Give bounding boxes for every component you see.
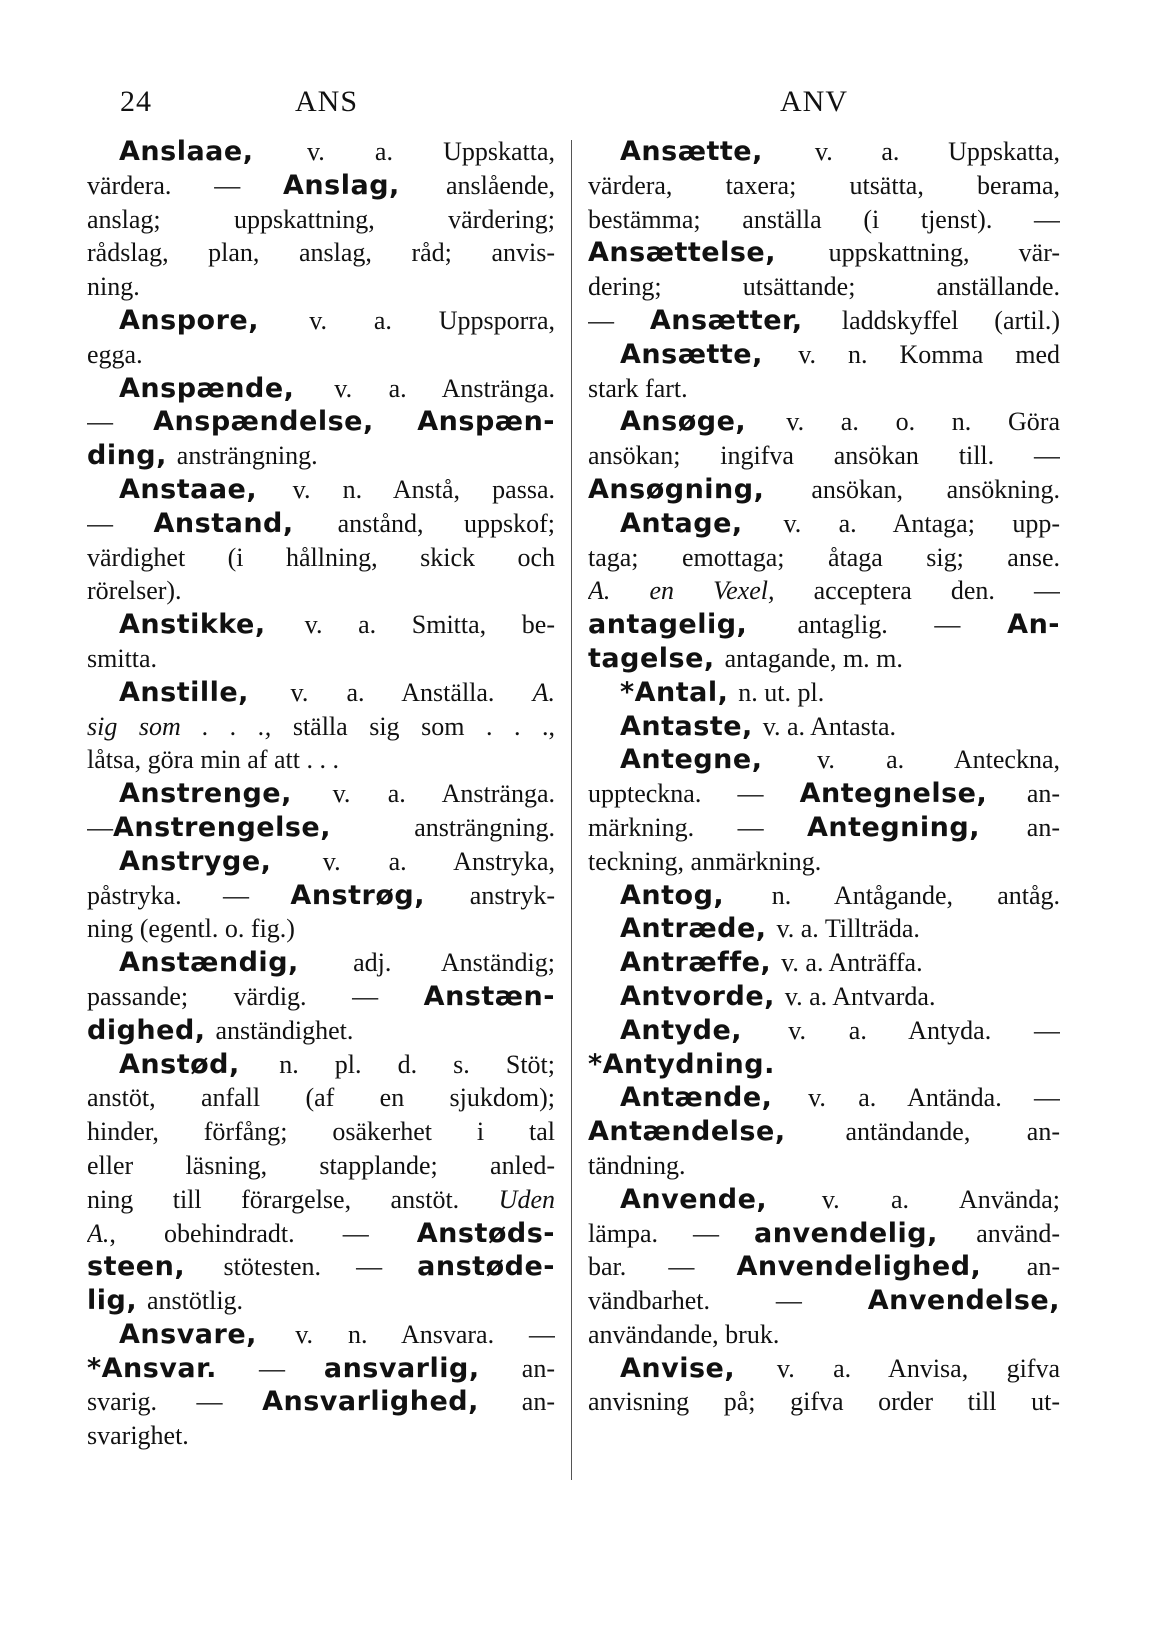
definition-text: n. Antågande, antåg. — [771, 880, 1060, 910]
entry-line — [588, 676, 1060, 710]
entry-line — [588, 473, 1060, 507]
definition-text: v. n. Komma med — [798, 339, 1060, 369]
definition-text: v. a. Anvisa, gifva — [776, 1353, 1060, 1383]
entry-line — [588, 338, 1060, 372]
headword: Antræde, — [620, 913, 777, 945]
definition-text: stark fart. — [588, 373, 688, 403]
entry-line — [87, 439, 555, 473]
definition-text: an- — [1026, 812, 1060, 842]
definition-text: bestämma; anställa (i tjenst). — — [588, 204, 1060, 234]
headword: dighed, — [87, 1014, 216, 1046]
page-number: 24 — [120, 85, 152, 118]
entry-line — [588, 203, 1060, 237]
headword: Anstaae, — [119, 473, 293, 505]
definition-text: anstånd, uppskof; — [337, 508, 555, 538]
entry-line — [588, 1217, 1060, 1251]
headword: Anspænde, — [119, 372, 335, 404]
entry-line — [87, 1419, 555, 1453]
running-header — [120, 85, 1060, 125]
entry-line — [588, 236, 1060, 270]
entry-line — [87, 1149, 555, 1183]
entry-line — [87, 169, 555, 203]
definition-text: anständighet. — [215, 1015, 354, 1045]
definition-text: , obehindradt. — — [109, 1218, 417, 1248]
definition-text: märkning. — — [588, 812, 807, 842]
entry-line — [87, 1284, 555, 1318]
definition-text: använd- — [976, 1218, 1060, 1248]
definition-text: teckning, anmärkning. — [588, 846, 822, 876]
entry-line — [87, 1217, 555, 1251]
definition-text: värdera, taxera; utsätta, berama, — [588, 170, 1060, 200]
headword: antagelig, — [588, 609, 798, 641]
definition-text: an- — [1026, 1252, 1060, 1282]
definition-text: v. a. Anstränga. — [332, 779, 555, 809]
headword: Anspændelse, Anspæn- — [153, 406, 555, 438]
entry-line — [87, 1183, 555, 1217]
definition-text: bar. — — [588, 1252, 737, 1282]
entry-line — [588, 912, 1060, 946]
headword: Antyde, — [620, 1014, 789, 1046]
entry-line — [87, 270, 555, 304]
entry-line — [87, 1115, 555, 1149]
entry-line — [588, 1183, 1060, 1217]
definition-text: värdighet (i hållning, skick och — [87, 542, 555, 572]
entry-line — [87, 1385, 555, 1419]
entry-line — [588, 541, 1060, 575]
headword: Antegning, — [807, 811, 1027, 843]
definition-text: v. a. Antaga; upp- — [783, 508, 1060, 538]
headword: Anstøds- — [416, 1217, 555, 1249]
entry-line — [87, 608, 555, 642]
entry-line — [87, 642, 555, 676]
definition-text: passande; värdig. — — [87, 981, 424, 1011]
headword: steen, — [87, 1251, 224, 1283]
definition-text: v. a. Uppsporra, — [309, 305, 555, 335]
definition-text: v. a. Använda; — [821, 1184, 1060, 1214]
left-column — [87, 135, 555, 1453]
entry-line — [87, 777, 555, 811]
headword: Anstrenge, — [119, 778, 333, 810]
definition-text: an- — [521, 1387, 555, 1417]
definition-text: antagande, m. m. — [724, 643, 903, 673]
entry-line — [87, 338, 555, 372]
right-column — [588, 135, 1060, 1419]
entry-line — [87, 980, 555, 1014]
definition-text: an- — [1026, 779, 1060, 809]
entry-line — [588, 1014, 1060, 1048]
headword: Anvise, — [620, 1352, 777, 1384]
entry-line — [588, 1385, 1060, 1419]
headword: tagelse, — [588, 642, 725, 674]
entry-line — [588, 1115, 1060, 1149]
entry-line — [87, 135, 555, 169]
headword: Antvorde, — [620, 980, 785, 1012]
definition-text: rörelser). — [87, 576, 182, 606]
entry-line — [588, 1250, 1060, 1284]
headword: Ansøgning, — [588, 473, 812, 505]
italic-text: Uden — [498, 1184, 555, 1214]
definition-text: anslående, — [445, 170, 555, 200]
column-divider — [571, 140, 572, 1480]
headword: Anstrengelse, — [113, 811, 415, 843]
definition-text: ning till förargelse, anstöt. — [87, 1184, 499, 1214]
entry-line — [87, 507, 555, 541]
definition-text: — — [588, 305, 650, 335]
definition-text: låtsa, göra min af att . . . — [87, 745, 339, 775]
definition-text: ställa sig som . . ., — [271, 711, 555, 741]
definition-text: n. pl. d. s. Stöt; — [279, 1049, 555, 1079]
entry-line — [87, 236, 555, 270]
definition-text: uppteckna. — — [588, 779, 800, 809]
definition-text: v. a. Antända. — — [808, 1083, 1060, 1113]
definition-text: v. a. Anställa. — [290, 677, 533, 707]
entry-line — [87, 405, 555, 439]
headword: Ansvare, — [119, 1318, 296, 1350]
definition-text: ansträngning. — [414, 812, 555, 842]
definition-text: an- — [521, 1353, 555, 1383]
italic-text: A. en Vexel, — [588, 576, 775, 606]
definition-text: v. a. o. n. Göra — [786, 407, 1060, 437]
entry-line — [87, 1318, 555, 1352]
definition-text: egga. — [87, 339, 143, 369]
definition-text: v. a. Anstränga. — [334, 373, 555, 403]
entry-line — [588, 574, 1060, 608]
headword: *Antal, — [620, 676, 739, 708]
headword: Anstand, — [153, 507, 338, 539]
entry-line — [588, 405, 1060, 439]
headword: Antegnelse, — [799, 778, 1027, 810]
definition-text: anslag; uppskattning, värdering; — [87, 204, 555, 234]
italic-text: A. — [532, 677, 555, 707]
headword: Anslag, — [283, 169, 446, 201]
definition-text: hinder, förfång; osäkerhet i tal — [87, 1117, 555, 1147]
headword: Anstille, — [119, 676, 291, 708]
entry-line — [87, 372, 555, 406]
right-guide-word: ANV — [780, 85, 848, 118]
entry-line — [588, 811, 1060, 845]
entry-line — [588, 608, 1060, 642]
entry-line — [87, 811, 555, 845]
entry-line — [87, 1048, 555, 1082]
definition-text: dering; utsättande; anställande. — [588, 272, 1060, 302]
headword: Anspore, — [119, 304, 310, 336]
entry-line — [588, 879, 1060, 913]
definition-text: anstryk- — [469, 880, 555, 910]
definition-text: v. n. Anstå, passa. — [292, 474, 555, 504]
definition-text: — — [87, 508, 154, 538]
entry-line — [87, 203, 555, 237]
entry-line — [588, 1081, 1060, 1115]
definition-text: värdera. — — [87, 170, 284, 200]
headword: Antænde, — [620, 1082, 809, 1114]
definition-text: — — [87, 812, 113, 842]
definition-text: laddskyffel (artil.) — [841, 305, 1060, 335]
headword: Ansætte, — [620, 338, 799, 370]
definition-text: smitta. — [87, 643, 158, 673]
entry-line — [588, 743, 1060, 777]
definition-text: acceptera den. — — [774, 576, 1060, 606]
headword: Anslaae, — [119, 136, 307, 167]
entry-line — [87, 473, 555, 507]
headword: *Antydning. — [588, 1048, 775, 1080]
entry-line — [87, 1250, 555, 1284]
headword: Ansættelse, — [588, 237, 829, 269]
left-guide-word: ANS — [295, 85, 359, 118]
headword: Anstød, — [119, 1048, 280, 1080]
definition-text: v. a. Uppskatta, — [814, 137, 1060, 166]
definition-text: n. ut. pl. — [738, 677, 825, 707]
definition-text: ning (egentl. o. fig.) — [87, 914, 295, 944]
entry-line — [87, 845, 555, 879]
headword: An- — [1007, 609, 1060, 641]
entry-line — [87, 743, 555, 777]
definition-text: svarig. — — [87, 1387, 263, 1417]
definition-text: lämpa. — — [588, 1218, 755, 1248]
entry-line — [87, 946, 555, 980]
entry-line — [87, 710, 555, 744]
headword: Antog, — [620, 879, 772, 911]
headword: Anvendelighed, — [736, 1251, 1027, 1283]
headword: Ansætte, — [620, 136, 815, 167]
headword: Antræffe, — [620, 947, 782, 979]
headword: Anstæn- — [423, 980, 555, 1012]
entry-line — [588, 1048, 1060, 1082]
definition-text: rådslag, plan, anslag, råd; anvis- — [87, 238, 555, 268]
entry-line — [87, 304, 555, 338]
entry-line — [588, 372, 1060, 406]
definition-text: anstöt, anfall (af en sjukdom); — [87, 1083, 555, 1113]
definition-text: v. a. Anteckna, — [817, 745, 1060, 775]
entry-line — [588, 1318, 1060, 1352]
definition-text: v. a. Antyda. — — [788, 1015, 1060, 1045]
headword: ansvarlig, — [323, 1352, 522, 1384]
entry-line — [588, 946, 1060, 980]
entry-line — [588, 1284, 1060, 1318]
headword: *Ansvar. — [87, 1352, 260, 1384]
definition-text: — — [259, 1353, 324, 1383]
italic-text: A. — [87, 1218, 110, 1248]
headword: Anvende, — [620, 1183, 822, 1215]
entry-line — [87, 912, 555, 946]
headword: anstøde- — [417, 1251, 555, 1283]
definition-text: v. a. Tillträda. — [776, 914, 920, 944]
definition-text: v. a. Uppskatta, — [306, 137, 555, 166]
entry-line — [588, 270, 1060, 304]
entry-line — [588, 1149, 1060, 1183]
definition-text: antaglig. — — [797, 610, 1008, 640]
entry-line — [588, 777, 1060, 811]
entry-line — [588, 439, 1060, 473]
definition-text: antändande, an- — [845, 1117, 1060, 1147]
headword: lig, — [87, 1285, 147, 1317]
definition-text: anvisning på; gifva order till ut- — [588, 1387, 1060, 1417]
definition-text: — — [87, 407, 154, 437]
definition-text: v. a. Antasta. — [762, 711, 897, 741]
entry-line — [588, 980, 1060, 1014]
headword: anvendelig, — [754, 1217, 977, 1249]
entry-line — [588, 1352, 1060, 1386]
definition-text: stötesten. — — [223, 1252, 418, 1282]
headword: Anstændig, — [119, 947, 354, 979]
definition-text: ansträngning. — [176, 441, 318, 471]
headword: Anvendelse, — [867, 1285, 1060, 1317]
headword: Antage, — [620, 507, 784, 539]
entry-line — [588, 169, 1060, 203]
definition-text: anstötlig. — [147, 1286, 244, 1316]
definition-text: ansökan, ansökning. — [811, 474, 1060, 504]
definition-text: uppskattning, vär- — [828, 238, 1060, 268]
headword: ding, — [87, 440, 177, 472]
definition-text: adj. Anständig; — [353, 948, 555, 978]
definition-text: v. a. Antvarda. — [784, 981, 936, 1011]
entry-line — [588, 507, 1060, 541]
italic-text: sig som . . ., — [87, 711, 272, 741]
entry-line — [87, 879, 555, 913]
headword: Anstikke, — [119, 609, 305, 641]
definition-text: v. a. Anträffa. — [781, 948, 923, 978]
definition-text: påstryka. — — [87, 880, 291, 910]
definition-text: vändbarhet. — — [588, 1286, 868, 1316]
entry-line — [87, 1081, 555, 1115]
definition-text: v. a. Anstryka, — [322, 846, 555, 876]
headword: Antaste, — [620, 710, 763, 742]
entry-line — [588, 845, 1060, 879]
definition-text: taga; emottaga; åtaga sig; anse. — [588, 542, 1060, 572]
definition-text: v. n. Ansvara. — — [295, 1319, 555, 1349]
entry-line — [87, 574, 555, 608]
headword: Anstryge, — [119, 845, 323, 877]
definition-text: tändning. — [588, 1150, 686, 1180]
definition-text: eller läsning, stapplande; anled- — [87, 1150, 555, 1180]
definition-text: v. a. Smitta, be- — [304, 610, 555, 640]
entry-line — [87, 1014, 555, 1048]
entry-line — [588, 710, 1060, 744]
definition-text: ning. — [87, 272, 140, 302]
definition-text: ansökan; ingifva ansökan till. — — [588, 441, 1060, 471]
entry-line — [87, 541, 555, 575]
definition-text: användande, bruk. — [588, 1319, 780, 1349]
entry-line — [588, 304, 1060, 338]
headword: Anstrøg, — [290, 879, 470, 911]
headword: Antegne, — [620, 744, 818, 776]
entry-line — [87, 676, 555, 710]
headword: Ansætter, — [649, 304, 842, 336]
definition-text: svarighet. — [87, 1421, 189, 1451]
headword: Antændelse, — [588, 1116, 846, 1148]
headword: Ansøge, — [620, 406, 787, 438]
entry-line — [87, 1352, 555, 1386]
entry-line — [588, 642, 1060, 676]
headword: Ansvarlighed, — [262, 1386, 522, 1418]
entry-line — [588, 135, 1060, 169]
